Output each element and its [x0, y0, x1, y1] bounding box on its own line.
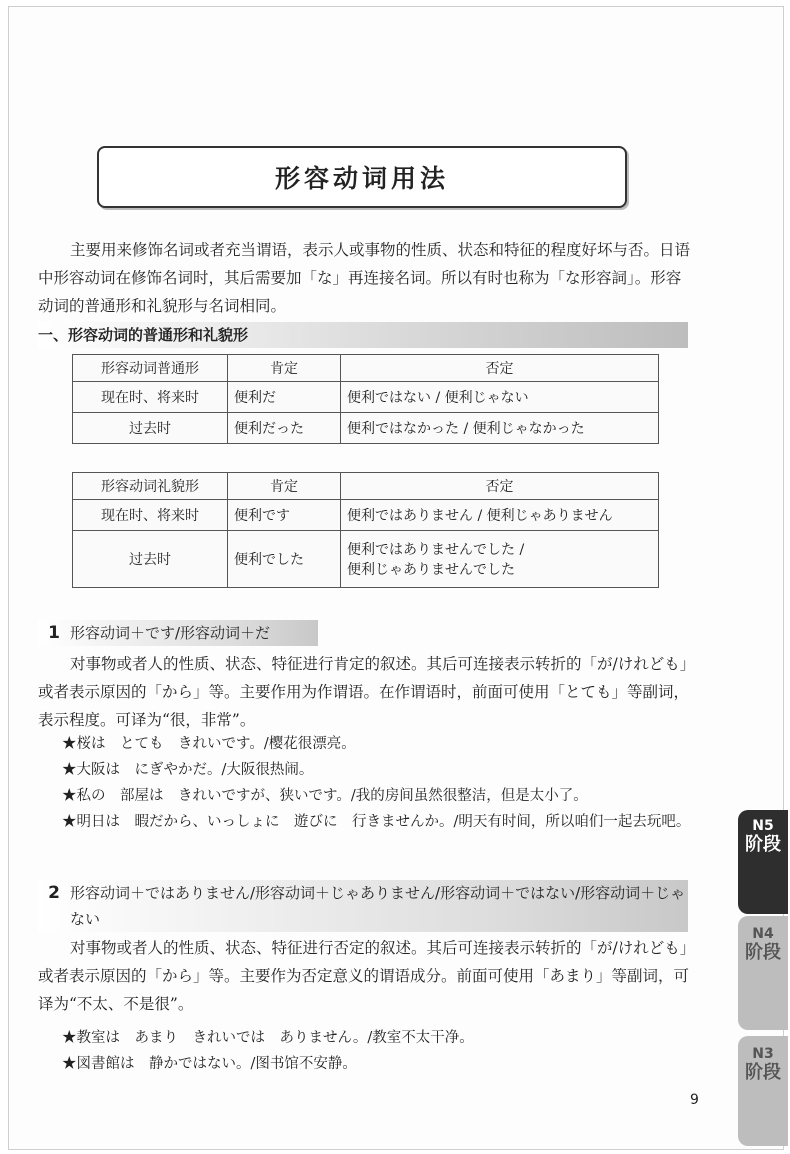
table-row [73, 382, 659, 413]
table-cell-negative-line: 便利ではありませんでした / [347, 542, 525, 558]
page-title-box [97, 146, 627, 208]
table-row [73, 531, 659, 588]
tab-stage: 阶段 [745, 942, 781, 963]
table-cell-negative: 便利ではなかった / 便利じゃなかった [341, 413, 659, 444]
tab-level: N5 [752, 818, 774, 834]
plain-form-table [72, 354, 659, 444]
level-tab-n4[interactable] [738, 916, 788, 1030]
table-row-label: 现在时、将来时 [73, 382, 228, 413]
polite-form-table [72, 472, 659, 588]
table-header-cell: 肯定 [228, 473, 341, 500]
table-header-cell: 否定 [341, 473, 659, 500]
table-row-label: 现在时、将来时 [73, 500, 228, 531]
tab-stage: 阶段 [745, 1062, 781, 1083]
table-row [73, 500, 659, 531]
table-header-cell: 否定 [341, 355, 659, 382]
table-header-cell: 肯定 [228, 355, 341, 382]
example-sentence: ★図書館は 静かではない。/图书馆不安静。 [62, 1056, 357, 1072]
table-cell-positive: 便利だ [228, 382, 341, 413]
table-row-label: 过去时 [73, 413, 228, 444]
section-heading [38, 322, 688, 348]
tab-level: N4 [752, 926, 774, 942]
example-sentence: ★私の 部屋は きれいですが、狭いです。/我的房间虽然很整洁，但是太小了。 [62, 788, 588, 804]
level-tab-n3[interactable] [738, 1036, 788, 1146]
table-row-label: 过去时 [73, 531, 228, 588]
table-header-cell: 形容动词礼貌形 [73, 473, 228, 500]
table-cell-negative-line: 便利じゃありませんでした [347, 562, 515, 578]
point-number: 1 [48, 623, 60, 643]
point-heading-text: 形容动词＋です/形容动词＋だ [70, 624, 271, 642]
point-heading-text: 形容动词＋ではありません/形容动词＋じゃありません/形容动词＋ではない/形容动词＋じゃない [70, 884, 686, 928]
table-cell-positive: 便利だった [228, 413, 341, 444]
example-sentence: ★明日は 暇だから、いっしょに 遊びに 行きませんか。/明天有时间，所以咱们一起去玩吧。 [62, 814, 691, 830]
example-sentence: ★教室は あまり きれいでは ありません。/教室不太干净。 [62, 1030, 474, 1046]
page-title: 形容动词用法 [274, 164, 449, 193]
point-1-heading [38, 620, 318, 646]
intro-paragraph: 主要用来修饰名词或者充当谓语，表示人或事物的性质、状态和特征的程度好坏与否。日语中形容动词在修饰名词时，其后需要加「な」再连接名词。所以有时也称为「な形容詞」。形容动词的普通形和礼貌形与名词相同。 [38, 241, 691, 315]
table-cell-negative: 便利ではない / 便利じゃない [341, 382, 659, 413]
table-header-cell: 形容动词普通形 [73, 355, 228, 382]
point-1-paragraph: 对事物或者人的性质、状态、特征进行肯定的叙述。其后可连接表示转折的「が/けれども」或者表示原因的「から」等。主要作用为作谓语。在作谓语时，前面可使用「とても」等副词，表示程度。可译为“很，非常”。 [38, 655, 696, 729]
table-cell-negative: 便利ではありません / 便利じゃありません [341, 500, 659, 531]
point-2-paragraph: 对事物或者人的性质、状态、特征进行否定的叙述。其后可连接表示转折的「が/けれども」或者表示原因的「から」等。主要作为否定意义的谓语成分。前面可使用「あまり」等副词，可译为“不太、不是很”。 [38, 939, 696, 1013]
table-header-row [73, 473, 659, 500]
example-sentence: ★桜は とても きれいです。/樱花很漂亮。 [62, 736, 356, 752]
table-cell-positive: 便利です [228, 500, 341, 531]
level-tab-n5[interactable] [738, 810, 788, 914]
point-number: 2 [48, 883, 60, 903]
example-sentence: ★大阪は にぎやかだ。/大阪很热闹。 [62, 762, 314, 778]
page-number: 9 [690, 1092, 699, 1108]
table-row [73, 413, 659, 444]
tab-stage: 阶段 [745, 834, 781, 855]
point-2-heading [38, 880, 688, 932]
table-cell-positive: 便利でした [228, 531, 341, 588]
tab-level: N3 [752, 1046, 774, 1062]
table-cell-negative [341, 531, 659, 588]
section-heading-text: 一、形容动词的普通形和礼貌形 [38, 326, 249, 344]
table-header-row [73, 355, 659, 382]
